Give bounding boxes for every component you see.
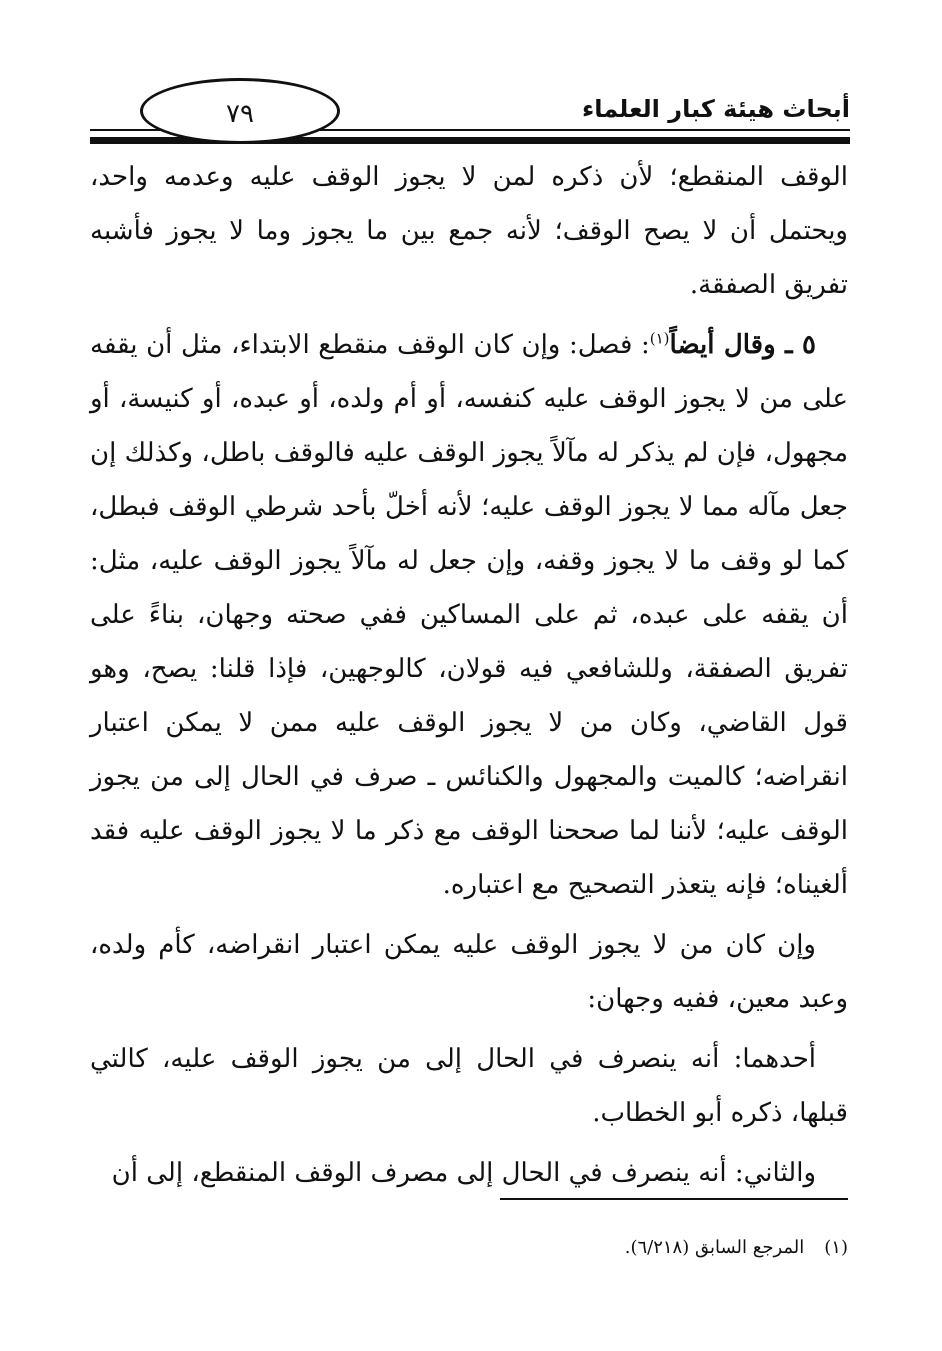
paragraph-2-text: : فصل: وإن كان الوقف منقطع الابتداء، مثل أن يقفه على من لا يجوز الوقف عليه كنفسه، أو أم ولده، أو عبده، أو كنيسة، أو مجهول، فإن لم يذكر له مآلاً يجوز الوقف عليه فالوقف باطل، وكذلك إن جعل مآله مما لا يجوز الوقف عليه؛ لأنه أخلّ بأحد شرطي الوقف فبطل، كما لو وقف ما لا يجوز وقفه، وإن جعل له مآلاً يجوز الوقف عليه، مثل: أن يقفه على عبده، ثم على المساكين ففي صحته وجهان، بناءً على تفريق الصفقة، وللشافعي فيه قولان، كالوجهين، فإذا قلنا: يصح، وهو قول القاضي، وكان من لا يجوز الوقف عليه ممن لا يمكن اعتبار انقراضه؛ كالميت والمجهول والكنائس ـ صرف في الحال إلى من يجوز الوقف عليه؛ لأننا لما صححنا الوقف مع ذكر ما لا يجوز الوقف عليه فقد ألغيناه؛ فإنه يتعذر التصحيح مع اعتباره. <box>90 330 848 900</box>
footnote-reference: (١) <box>649 329 670 348</box>
paragraph-3: وإن كان من لا يجوز الوقف عليه يمكن اعتبار انقراضه، كأم ولده، وعبد معين، ففيه وجهان: <box>90 930 848 1014</box>
footnote <box>500 1233 848 1263</box>
footnote-text: المرجع السابق (٦/٢١٨). <box>624 1237 805 1258</box>
running-title: أبحاث هيئة كبار العلماء <box>581 95 850 123</box>
footnote-number: (١) <box>824 1237 848 1258</box>
paragraph-1: الوقف المنقطع؛ لأن ذكره لمن لا يجوز الوقف عليه وعدمه واحد، ويحتمل أن لا يصح الوقف؛ لأنه جمع بين ما يجوز وما لا يجوز فأشبه تفريق الصفقة. <box>90 162 848 300</box>
page-number: ٧٩ <box>226 99 254 129</box>
page-header <box>85 75 850 155</box>
paragraph-2 <box>90 318 848 912</box>
page-number-oval <box>140 78 340 144</box>
footnote-separator <box>500 1198 848 1200</box>
body-text <box>90 150 848 1206</box>
paragraph-5: والثاني: أنه ينصرف في الحال إلى مصرف الوقف المنقطع، إلى أن <box>111 1158 816 1188</box>
item-label: ٥ ـ وقال أيضاً <box>669 330 817 360</box>
paragraph-4: أحدهما: أنه ينصرف في الحال إلى من يجوز الوقف عليه، كالتي قبلها، ذكره أبو الخطاب. <box>90 1044 848 1128</box>
